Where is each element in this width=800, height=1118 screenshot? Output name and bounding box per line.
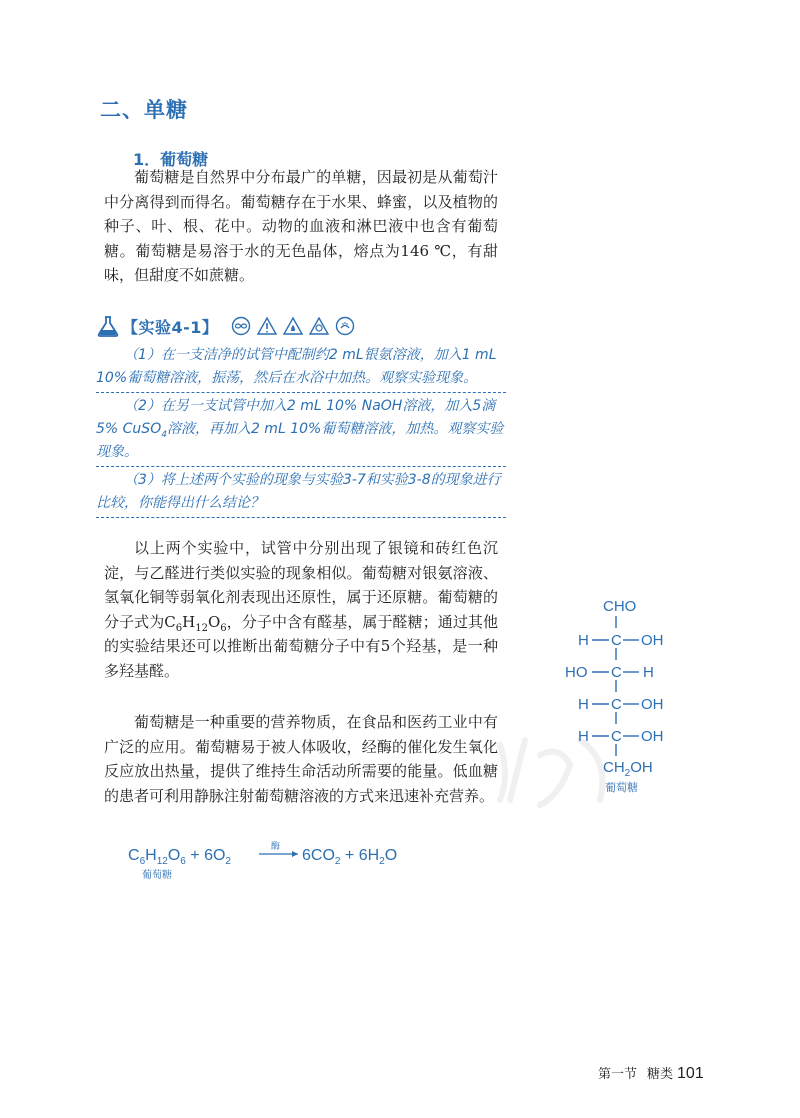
structure-row-right: H xyxy=(643,664,654,681)
page-number: 101 xyxy=(677,1065,704,1082)
oxidation-equation xyxy=(128,838,398,884)
goggles-icon xyxy=(230,316,252,336)
structure-row-left: HO xyxy=(565,664,588,681)
experiment-title: 【实验4-1】 xyxy=(122,317,219,337)
structure-carbon: C xyxy=(611,632,622,649)
structure-carbon: C xyxy=(611,664,622,681)
structure-row-right: OH xyxy=(641,728,664,745)
experiment-step-3: （3）将上述两个实验的现象与实验3-7和实验3-8的现象进行比较，你能得出什么结论？ xyxy=(96,469,506,518)
section-title: 二、单糖 xyxy=(100,98,188,122)
paragraph-nutrition: 葡萄糖是一种重要的营养物质，在食品和医药工业中有广泛的应用。葡萄糖易于被人体吸收，经酶的催化发生氧化反应放出热量，提供了维持生命活动所需要的能量。低血糖的患者可利用静脉注射葡萄糖溶液的方式来迅速补充营养。 xyxy=(104,713,498,805)
experiment-flask-icon xyxy=(96,315,120,337)
equation-condition: 酶 xyxy=(271,841,281,851)
experiment-step-2: （2）在另一支试管中加入2 mL 10% NaOH溶液，加入5滴5% CuSO$_4$溶液，再加入2 mL 10%葡萄糖溶液，加热。观察实验现象。 xyxy=(96,395,506,467)
structure-row-right: OH xyxy=(641,696,664,713)
structure-row-right: OH xyxy=(641,632,664,649)
paragraph-intro: 葡萄糖是自然界中分布最广的单糖，因最初是从葡萄汁中分离得到而得名。葡萄糖存在于水果、蜂蜜，以及植物的种子、叶、根、花中。动物的血液和淋巴液中也含有葡萄糖。葡萄糖是易溶于水的无色晶体，熔点为146 ℃，有甜味，但甜度不如蔗糖。 xyxy=(104,168,498,284)
structure-caption: 葡萄糖 xyxy=(605,782,638,794)
experiment-step-1: （1）在一支洁净的试管中配制约2 mL银氨溶液，加入1 mL 10%葡萄糖溶液，振荡，然后在水浴中加热。观察实验现象。 xyxy=(96,344,506,393)
page-footer xyxy=(598,1063,704,1083)
equation-formula: $C_6H_{12}O_6 + 6O_2$ xyxy=(128,847,231,867)
heat-warning-icon xyxy=(282,316,304,336)
glucose-structure xyxy=(555,585,695,795)
equation-products: $6CO_2 + 6H_2O$ xyxy=(302,847,398,867)
equation-caption: 葡萄糖 xyxy=(142,870,172,881)
experiment-box xyxy=(96,314,506,520)
structure-carbon: C xyxy=(611,728,622,745)
structure-top-cho: CHO xyxy=(603,598,637,615)
structure-row-left: H xyxy=(578,632,589,649)
experiment-header xyxy=(96,314,506,338)
paragraph-reducing-sugar: 以上两个实验中，试管中分别出现了银镜和砖红色沉淀，与乙醛进行类似实验的现象相似。葡萄糖对银氨溶液、氢氧化铜等弱氧化剂表现出还原性，属于还原糖。葡萄糖的分子式为$C_6H_{12}O_6$，分子中含有醛基，属于醛糖；通过其他的实验结果还可以推断出葡萄糖分子中有5个羟基，是一种多羟基醛。 xyxy=(104,539,498,680)
warning-icon xyxy=(256,316,278,336)
footer-topic: 糖类 xyxy=(647,1067,674,1082)
structure-carbon: C xyxy=(611,696,622,713)
structure-row-left: H xyxy=(578,696,589,713)
footer-section: 第一节 xyxy=(598,1067,638,1082)
structure-row-left: H xyxy=(578,728,589,745)
subsection-title: 1．葡萄糖 xyxy=(133,150,209,169)
wash-hands-icon xyxy=(334,316,356,336)
chemical-icon xyxy=(308,316,330,336)
structure-bottom-ch2oh: $CH_2OH$ xyxy=(603,759,653,779)
